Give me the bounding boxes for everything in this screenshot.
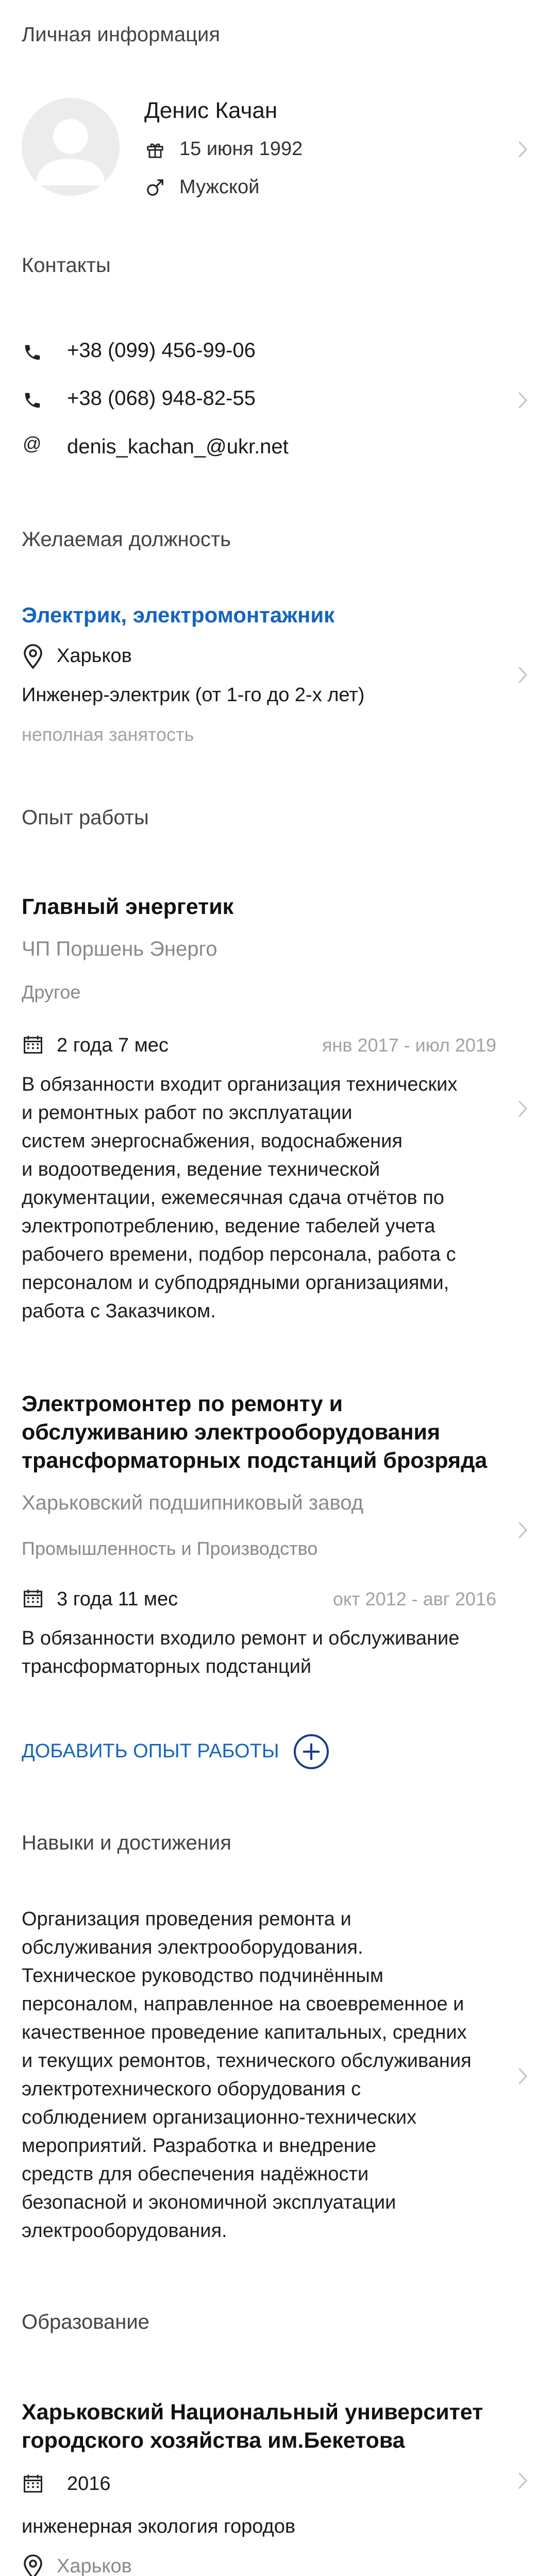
- skills-text: Организация проведения ремонта и обслуживания электрооборудования. Техническое руководство подчинённым персоналом, направленное на своевременное и качественное проведение капитальных, средних и текущих ремонтов, технического обслуживания электротехнического оборудования с соблюдением организационно-технических мероприятий. Разработка и внедрение средств для обеспечения надёжности безопасной и экономичной эксплуатации электрооборудования.: [22, 1908, 472, 2242]
- male-icon: [145, 178, 165, 197]
- job-industry: Другое: [22, 981, 81, 1003]
- job-duration: 2 года 7 мес: [57, 1035, 169, 1056]
- chevron-right-icon[interactable]: [515, 1096, 530, 1122]
- email[interactable]: denis_kachan_@ukr.net: [67, 435, 289, 458]
- job-description: В обязанности входит организация технических и ремонтных работ по эксплуатации систем энергоснабжения, водоснабжения и водоотведения, ведение технической документации, ежемесячная сдача отчётов по электропотреблению, ведение табелей учета рабочего времени, подбор персонала, работа с персоналом и субподрядными организациями, работа с Заказчиком.: [22, 1074, 458, 1322]
- job-company: Харьковский подшипниковый завод: [22, 1492, 363, 1514]
- phone-icon: [23, 343, 42, 362]
- location-pin-icon: [21, 2553, 45, 2576]
- job-description: В обязанности входило ремонт и обслуживание трансформаторных подстанций: [22, 1628, 460, 1677]
- at-sign-icon: @: [23, 433, 42, 454]
- job-title: Главный энергетик: [22, 894, 234, 919]
- job-duration: 3 года 11 мес: [57, 1588, 178, 1610]
- calendar-icon: [22, 2472, 44, 2495]
- chevron-right-icon[interactable]: [515, 137, 530, 162]
- job-period: янв 2017 - июл 2019: [322, 1035, 496, 1056]
- phone-icon: [23, 391, 42, 410]
- avatar-placeholder-icon: [22, 98, 120, 196]
- profile-birthdate: 15 июня 1992: [179, 138, 303, 160]
- chevron-right-icon[interactable]: [515, 2468, 530, 2494]
- skills-section-title: Навыки и достижения: [22, 1832, 231, 1854]
- job-period: окт 2012 - авг 2016: [332, 1588, 496, 1609]
- chevron-right-icon[interactable]: [515, 2063, 530, 2089]
- personal-section-title: Личная информация: [22, 23, 221, 46]
- phone-secondary[interactable]: +38 (068) 948-82-55: [67, 387, 256, 410]
- avatar[interactable]: [22, 98, 120, 196]
- position-employment: неполная занятость: [22, 724, 194, 745]
- gift-icon: [145, 140, 165, 160]
- contacts-section-title: Контакты: [22, 254, 111, 277]
- location-pin-icon: [21, 643, 45, 670]
- phone-primary[interactable]: +38 (099) 456-99-06: [67, 339, 256, 362]
- education-specialty: инженерная экология городов: [22, 2516, 296, 2537]
- education-year: 2016: [67, 2473, 111, 2495]
- add-experience-button[interactable]: ДОБАВИТЬ ОПЫТ РАБОТЫ: [22, 1740, 279, 1762]
- education-city: Харьков: [57, 2555, 132, 2576]
- chevron-right-icon[interactable]: [515, 387, 530, 413]
- add-circle-icon[interactable]: [293, 1733, 330, 1770]
- experience-section-title: Опыт работы: [22, 806, 149, 829]
- chevron-right-icon[interactable]: [515, 1517, 530, 1543]
- position-city: Харьков: [57, 645, 132, 667]
- calendar-icon: [22, 1033, 44, 1056]
- profile-gender: Мужской: [179, 176, 260, 198]
- job-title: Электромонтер по ремонту и обслуживанию электрооборудования трансформаторных подстанций брозряда: [22, 1392, 488, 1473]
- chevron-right-icon[interactable]: [515, 662, 530, 688]
- profile-name: Денис Качан: [144, 98, 278, 123]
- calendar-icon: [22, 1587, 44, 1609]
- position-section-title: Желаемая должность: [22, 528, 231, 551]
- job-industry: Промышленность и Производство: [22, 1538, 318, 1559]
- position-subtitle: Инженер-электрик (от 1-го до 2-х лет): [22, 684, 365, 706]
- university-name: Харьковский Национальный университет городского хозяйства им.Бекетова: [22, 2400, 483, 2453]
- job-company: ЧП Поршень Энерго: [22, 938, 217, 960]
- education-section-title: Образование: [22, 2311, 149, 2333]
- position-title: Электрик, электромонтажник: [22, 603, 335, 627]
